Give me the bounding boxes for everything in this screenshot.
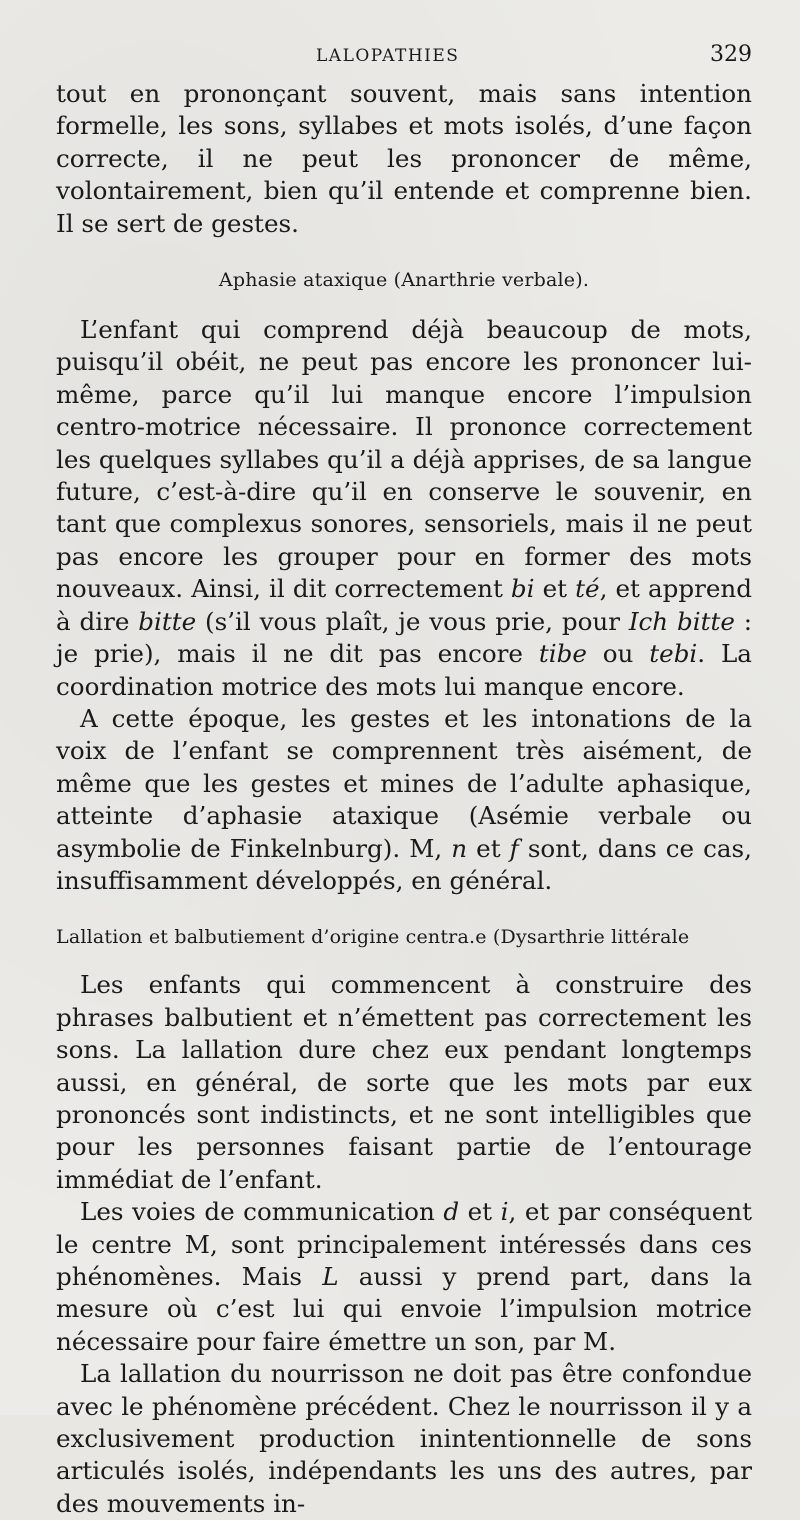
paragraph-1: tout en prononçant souvent, mais sans intention formelle, les sons, syllabes et mots isolés, d’une façon correcte, il ne peut les prononcer de même, volontairement, bien qu’il entende et comprenne bien. Il se sert de gestes. [56, 79, 752, 238]
paragraph-2-text: ou [586, 639, 650, 669]
page-header [0, 42, 800, 72]
paragraph-5-text: et [459, 1197, 501, 1227]
paragraph-6: La lallation du nourrisson ne doit pas être confondue avec le phénomène précédent. Chez le nourrisson il y a exclusivement production inintentionnelle de sons articulés isolés, indépendants les uns des autres, par des mouvements in- [56, 1359, 752, 1518]
italic-term: i [500, 1197, 509, 1227]
paragraph-5 [56, 1196, 752, 1358]
italic-term: f [509, 833, 519, 863]
section-heading-lallation: Lallation et balbutiement d’origine centra.e (Dysarthrie littérale [56, 926, 690, 949]
paragraph-3-text: A cette époque, les gestes et les intonations de la voix de l’enfant se comprennent très aisément, de même que les gestes et mines de l’adulte aphasique, atteinte d’aphasie ataxique (Asémie verbale ou asymbolie de Finkelnburg). M, [56, 703, 752, 863]
paragraph-2-text: , et apprend à dire [56, 574, 752, 636]
paragraph-2-text: et [534, 574, 576, 604]
paragraph-4: Les enfants qui commencent à construire des phrases balbutient et n’émettent pas correctement les sons. La lallation dure chez eux pendant longtemps aussi, en général, de sorte que les mots par eux prononcés sont indistincts, et ne sont intelligibles que pour les personnes faisant partie de l’entourage immédiat de l’enfant. [56, 970, 752, 1194]
italic-term: tebi [649, 639, 698, 669]
page-number: 329 [710, 42, 752, 67]
paragraph-3-text: sont, dans ce cas, insuffisamment développés, en général. [56, 833, 752, 895]
italic-term: tibe [538, 639, 587, 669]
italic-term: L [322, 1262, 339, 1291]
section-heading-aphasie: Aphasie ataxique (Anarthrie verbale). [218, 269, 590, 292]
paragraph-5-text: aussi y prend part, dans la mesure où c’est lui qui envoie l’impulsion motrice nécessaire pour faire émettre un son, par M. [56, 1262, 752, 1356]
italic-term: Ich bitte [628, 606, 735, 636]
italic-term: n [451, 833, 468, 863]
page-body [56, 78, 752, 1520]
italic-term: bi [510, 574, 535, 604]
paragraph-2-text: : je prie), mais il ne dit pas encore [56, 606, 753, 669]
paragraph-2-text: L’enfant qui comprend déjà beaucoup de mots, puisqu’il obéit, ne peut pas encore les prononcer lui-même, parce qu’il lui manque encore l’impulsion centro-motrice nécessaire. Il prononce correctement les quelques syllabes qu’il a déjà apprises, de sa langue future, c’est-à-dire qu’il en conserve le souvenir, en tant que complexus sonores, sensoriels, mais il ne peut pas encore les grouper pour en former des mots nouveaux. Ainsi, il dit correctement [56, 315, 752, 604]
paragraph-5-text: Les voies de communication [80, 1197, 444, 1227]
paragraph-2-text: . La coordination motrice des mots lui manque encore. [56, 639, 752, 701]
paragraph-2-text: (s’il vous plaît, je vous prie, pour [196, 606, 629, 636]
paragraph-2 [56, 314, 752, 703]
italic-term: bitte [138, 606, 197, 636]
paragraph-5-text: , et par conséquent le centre M, sont principalement intéressés dans ces phénomènes. Mais [56, 1197, 752, 1291]
paragraph-3 [56, 703, 752, 897]
italic-term: d [443, 1197, 460, 1227]
italic-term: té [575, 574, 600, 604]
running-title: LALOPATHIES [316, 46, 460, 66]
paragraph-3-text: et [467, 833, 510, 863]
